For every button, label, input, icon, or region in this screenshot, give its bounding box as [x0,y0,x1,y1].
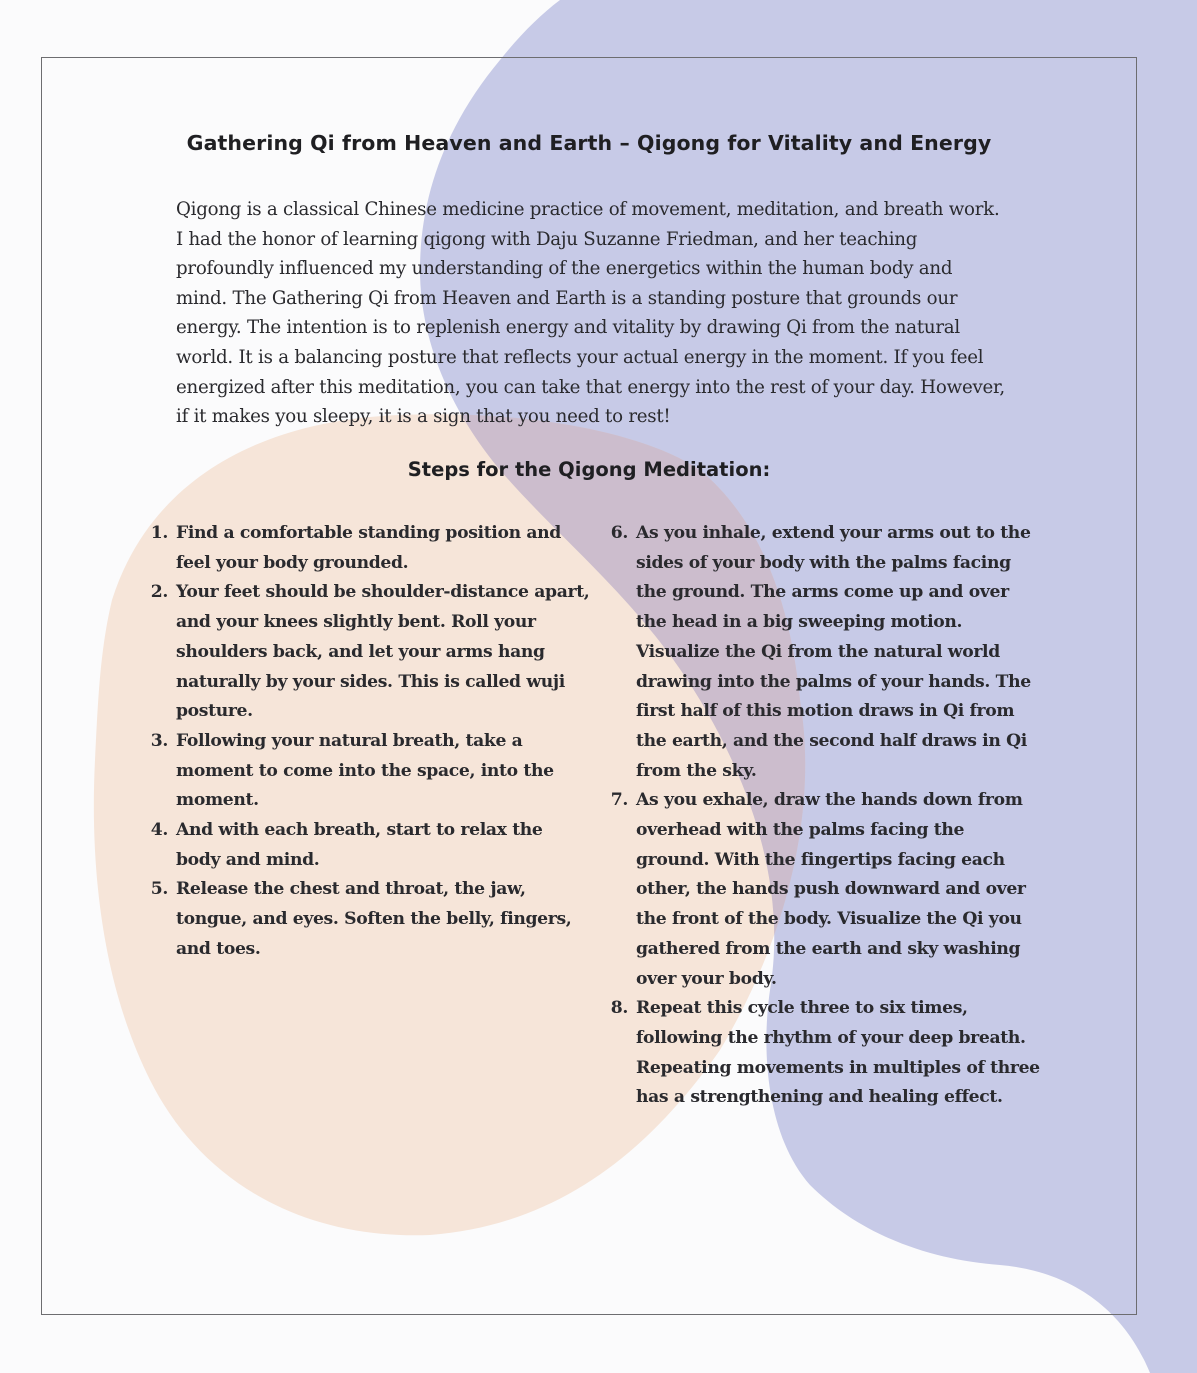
steps-heading: Steps for the Qigong Meditation: [407,458,771,481]
step-text: As you inhale, extend your arms out to the sides of your body with the palms facing the ground. The arms come up and over the head in a big sweeping motion. Visualize the Qi from the natural world drawing into the palms of your hands. The first half of this motion draws in Qi from the earth, and the second half draws in Qi from the sky. [636,523,1031,781]
step-item [140,816,590,875]
step-number: 7. [610,790,628,811]
step-text: Following your natural breath, take a moment to come into the space, into the moment. [176,730,554,811]
step-number: 8. [610,998,628,1019]
step-item [600,519,1040,786]
step-number: 3. [150,730,168,751]
page-title: Gathering Qi from Heaven and Earth – Qigong for Vitality and Energy [186,131,992,155]
steps-list-left-column [140,519,590,965]
step-number: 6. [610,523,628,543]
step-text: Find a comfortable standing position and feel your body grounded. [176,523,561,573]
step-text: Release the chest and throat, the jaw, tongue, and eyes. Soften the belly, fingers, and toes. [176,879,572,959]
step-item [140,727,590,816]
step-text: Your feet should be shoulder-distance apart, and your knees slightly bent. Roll your shoulders back, and let your arms hang naturally by your sides. This is called wuji posture. [176,582,590,722]
step-text: And with each breath, start to relax the body and mind. [176,820,543,870]
step-number: 5. [150,879,168,900]
step-number: 1. [150,523,168,543]
step-text: As you exhale, draw the hands down from overhead with the palms facing the ground. With the fingertips facing each other, the hands push downward and over the front of the body. Visualize the Qi you gathered from the earth and sky washing over your body. [636,790,1026,989]
step-text: Repeat this cycle three to six times, following the rhythm of your deep breath. Repeating movements in multiples of three has a strengthening and healing effect. [636,998,1040,1108]
step-item [140,578,590,727]
step-item [140,519,590,578]
step-number: 2. [150,582,168,603]
step-item [600,994,1040,1113]
step-item [600,786,1040,994]
intro-paragraph: Qigong is a classical Chinese medicine practice of movement, meditation, and breath work. I had the honor of learning qigong with Daju Suzanne Friedman, and her teaching profoundly influenced my understanding of the energetics within the human body and mind. The Gathering Qi from Heaven and Earth is a standing posture that grounds our energy. The intention is to replenish energy and vitality by drawing Qi from the natural world. It is a balancing posture that reflects your actual energy in the moment. If you feel energized after this meditation, you can take that energy into the rest of your day. However, if it makes you sleepy, it is a sign that you need to rest! [176,199,1005,428]
steps-list-right-column [600,519,1040,1113]
step-number: 4. [150,820,168,841]
step-item [140,875,590,964]
